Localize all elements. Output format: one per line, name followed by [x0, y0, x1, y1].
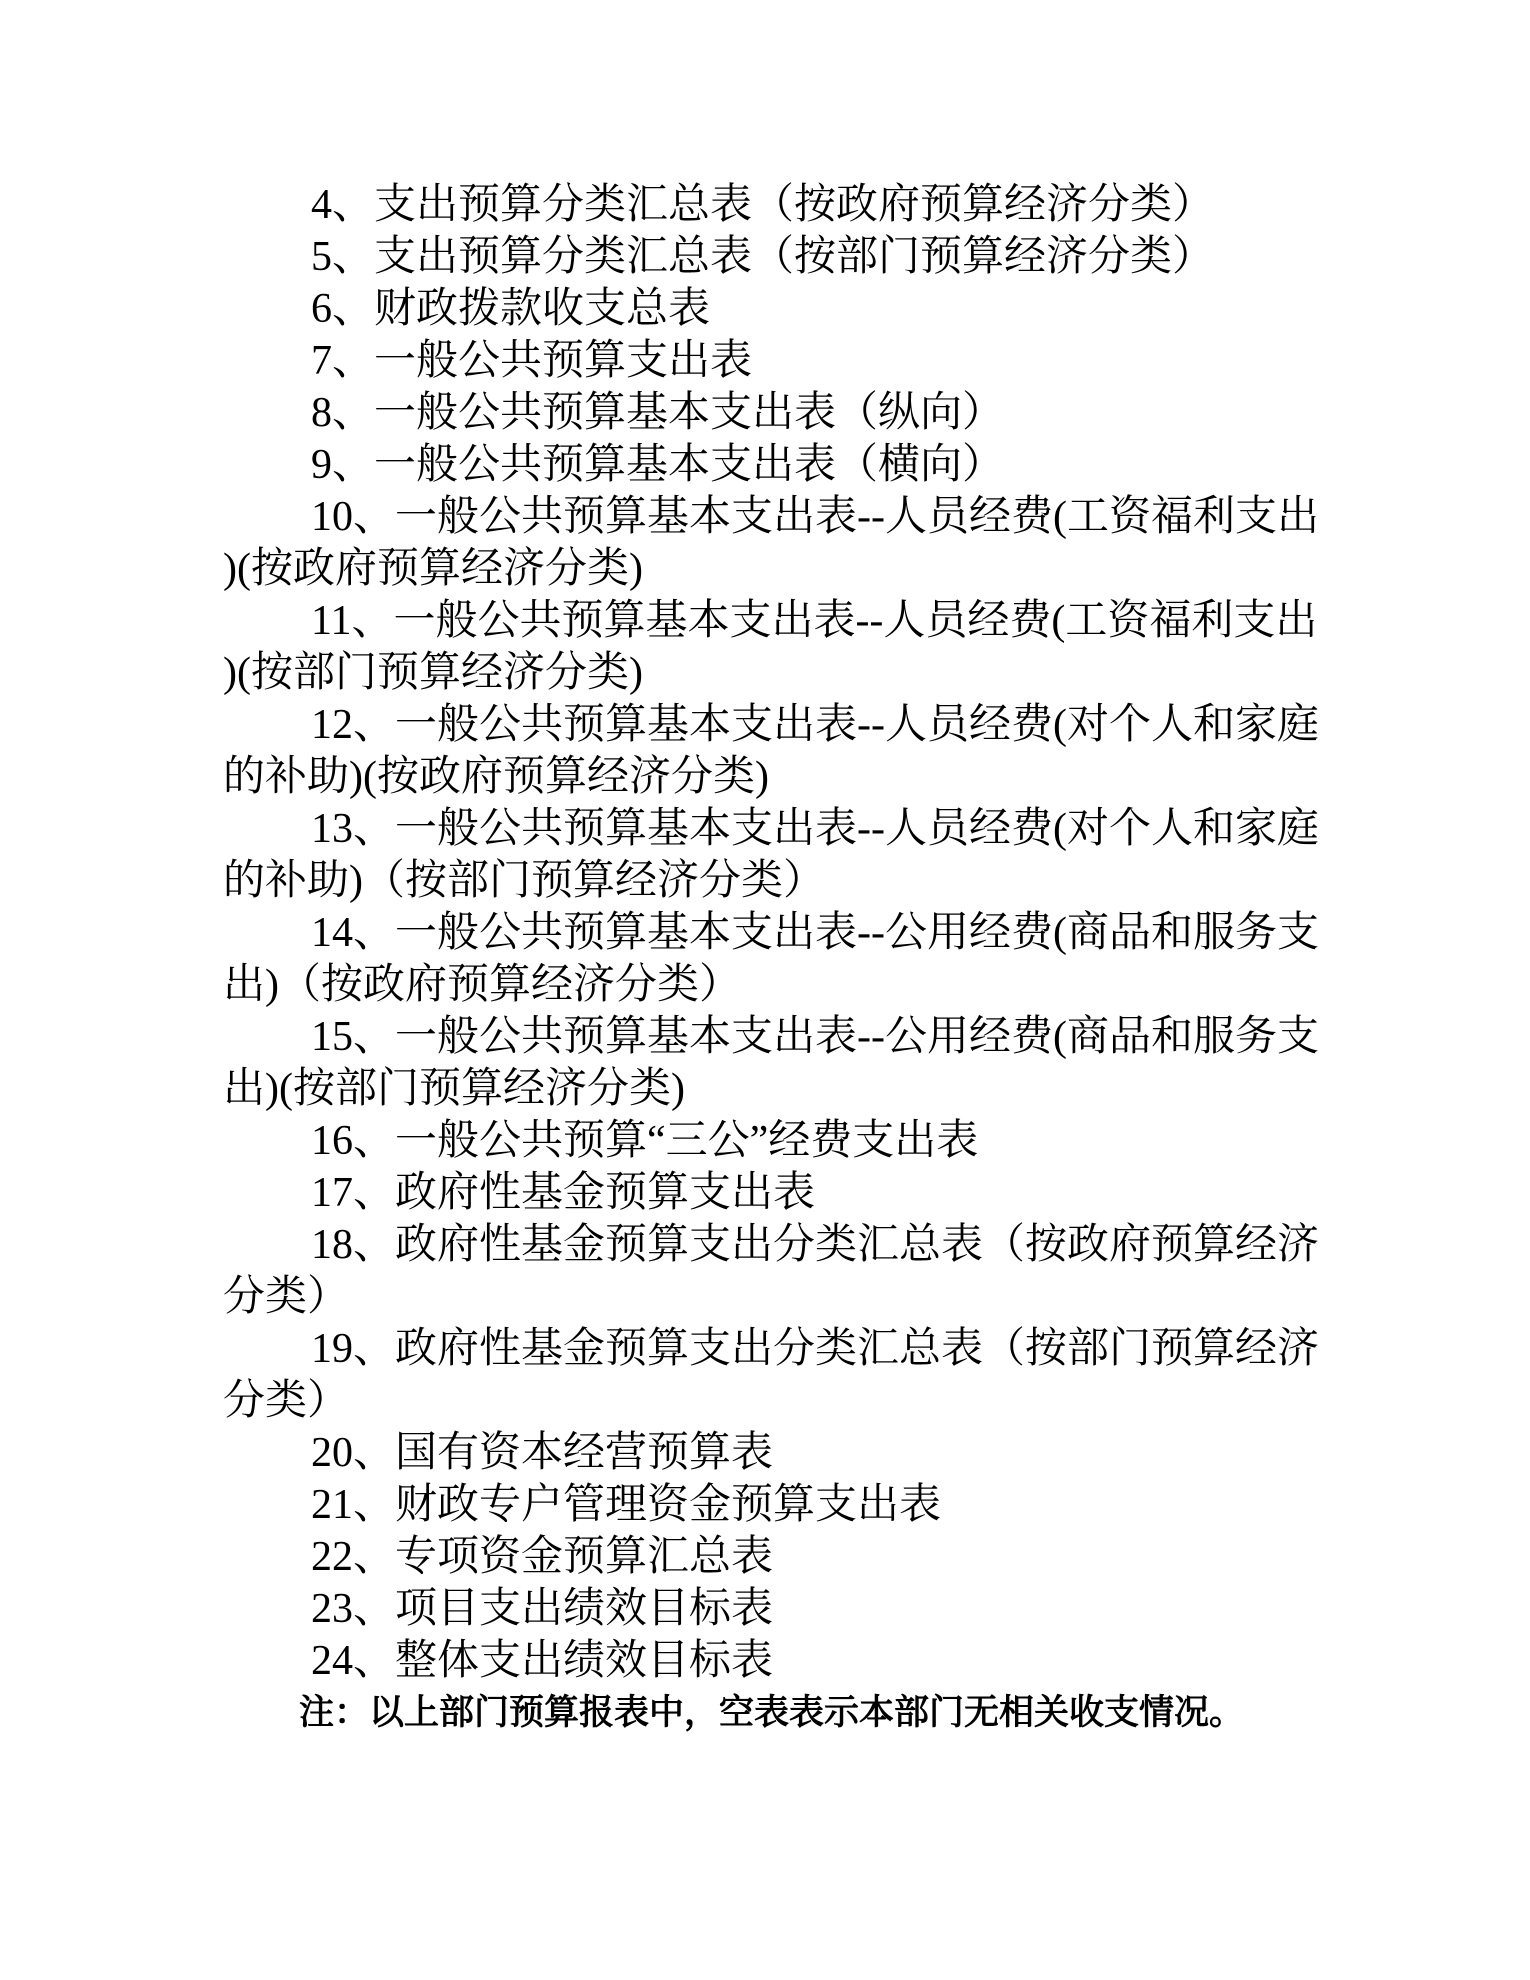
document-line: 6、财政拨款收支总表 [311, 286, 711, 332]
document-line: 9、一般公共预算基本支出表（横向） [311, 442, 1005, 488]
document-line: 注：以上部门预算报表中，空表表示本部门无相关收支情况。 [299, 1693, 1245, 1732]
document-line: 出)（按政府预算经济分类） [223, 962, 741, 1008]
document-line: 11、一般公共预算基本支出表--人员经费(工资福利支出 [311, 598, 1318, 644]
document-line: 15、一般公共预算基本支出表--公用经费(商品和服务支 [311, 1014, 1319, 1060]
document-line: 分类） [223, 1274, 350, 1320]
document-line: 19、政府性基金预算支出分类汇总表（按部门预算经济 [311, 1326, 1320, 1372]
document-line: 8、一般公共预算基本支出表（纵向） [311, 390, 1005, 436]
document-line: 分类） [223, 1378, 350, 1424]
document-line: 12、一般公共预算基本支出表--人员经费(对个人和家庭 [311, 702, 1319, 748]
document-line: 17、政府性基金预算支出表 [311, 1170, 816, 1216]
document-line: 的补助)(按政府预算经济分类) [223, 754, 769, 800]
document-line: )(按部门预算经济分类) [223, 650, 643, 696]
document-line: 出)(按部门预算经济分类) [223, 1066, 685, 1112]
document-line: 18、政府性基金预算支出分类汇总表（按政府预算经济 [311, 1222, 1320, 1268]
document-line: 4、支出预算分类汇总表（按政府预算经济分类） [311, 182, 1215, 228]
document-line: 14、一般公共预算基本支出表--公用经费(商品和服务支 [311, 910, 1319, 956]
document-line: 22、专项资金预算汇总表 [311, 1534, 774, 1580]
document-line: 10、一般公共预算基本支出表--人员经费(工资福利支出 [311, 494, 1319, 540]
budget-report-list [223, 179, 1393, 1739]
document-line: )(按政府预算经济分类) [223, 546, 643, 592]
document-line: 7、一般公共预算支出表 [311, 338, 753, 384]
document-line: 16、一般公共预算“三公”经费支出表 [311, 1118, 979, 1164]
document-line: 的补助)（按部门预算经济分类） [223, 858, 825, 904]
document-line: 23、项目支出绩效目标表 [311, 1586, 774, 1632]
document-line: 21、财政专户管理资金预算支出表 [311, 1482, 942, 1528]
document-line: 20、国有资本经营预算表 [311, 1430, 774, 1476]
document-line: 5、支出预算分类汇总表（按部门预算经济分类） [311, 234, 1215, 280]
document-line: 24、整体支出绩效目标表 [311, 1638, 774, 1684]
document-line: 13、一般公共预算基本支出表--人员经费(对个人和家庭 [311, 806, 1319, 852]
